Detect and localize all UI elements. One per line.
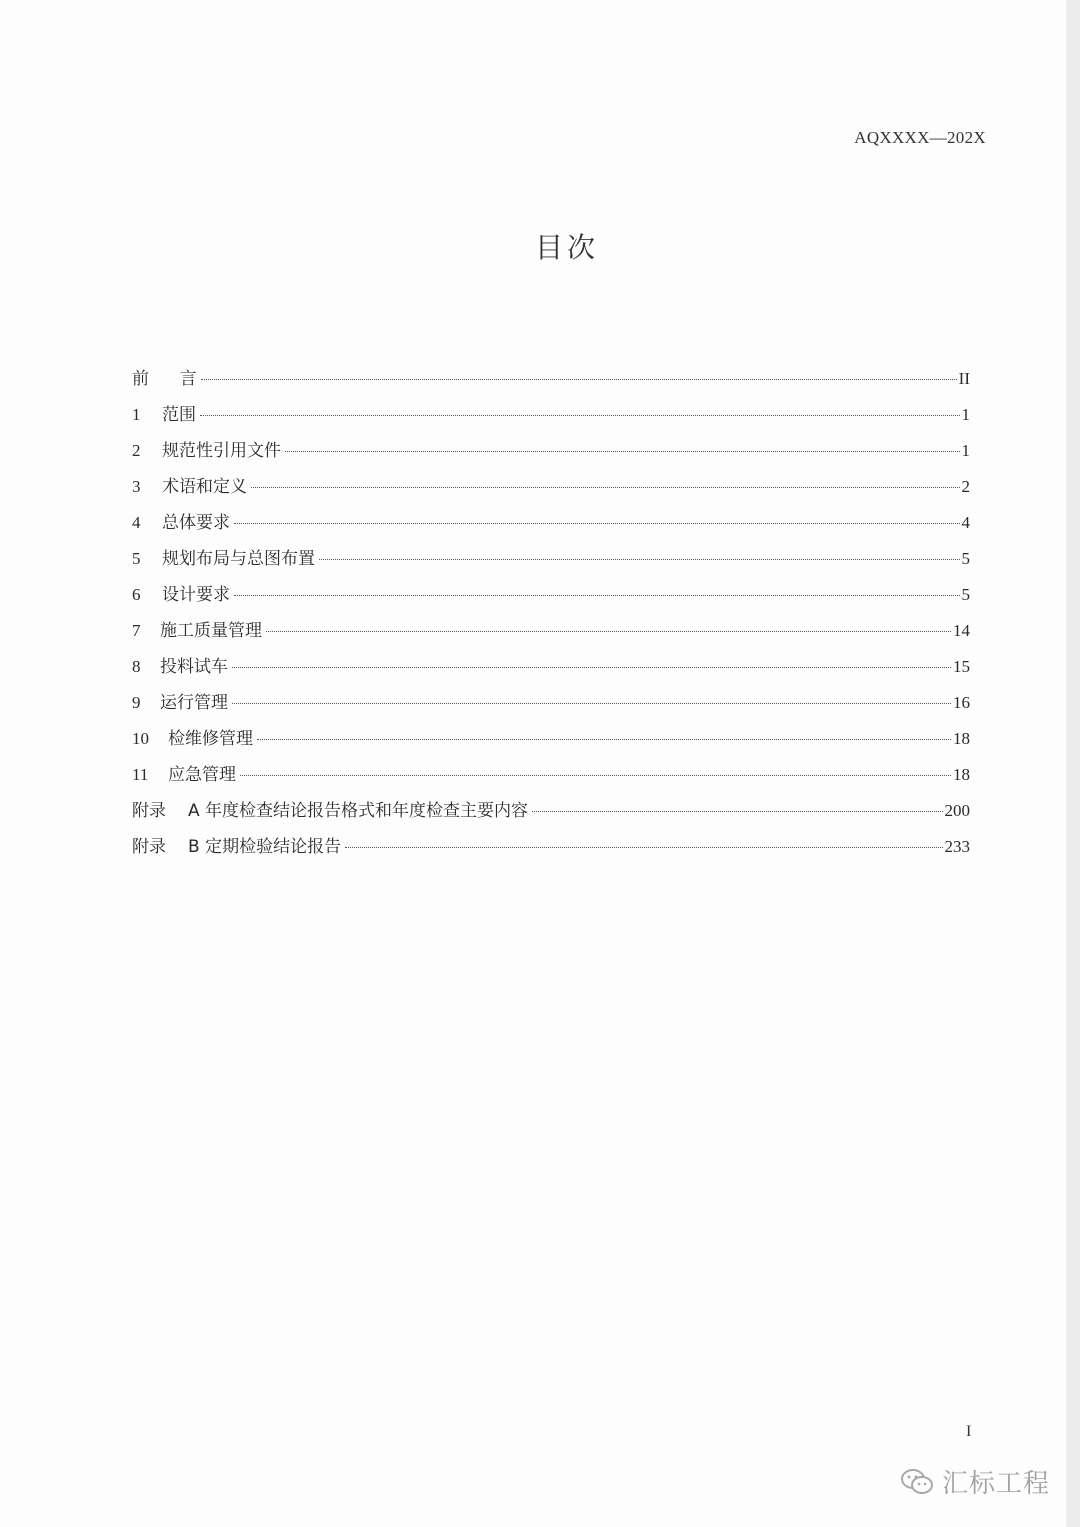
toc-entry-label: 运行管理 [160,693,228,713]
toc-leader-dots [345,846,942,848]
toc-leader-dots [532,810,942,812]
toc-leader-dots [232,666,951,668]
toc-entry-11[interactable] [132,760,970,796]
toc-entry-label: 规范性引用文件 [162,441,281,461]
toc-entry-label: 设计要求 [162,585,230,605]
toc-entry-number: 前 [132,369,149,388]
toc-entry-1[interactable] [132,400,970,436]
toc-entry-8[interactable] [132,652,970,688]
toc-leader-dots [257,738,951,740]
toc-entry-number: 2 [132,441,141,460]
toc-entry-label: 检维修管理 [168,729,253,749]
page-number: I [966,1423,972,1440]
page-edge [1066,0,1080,1527]
toc-entry-page: 4 [961,513,970,532]
toc-entry-page: 18 [953,765,970,784]
document-code: AQXXXX—202X [854,128,986,147]
toc-entry-page: 14 [953,621,970,640]
toc-entry-page: 15 [953,657,970,676]
wechat-icon [900,1467,934,1497]
toc-entry-number: 7 [132,621,141,640]
toc-entry-number: 10 [132,729,149,748]
toc-entry-page: 1 [961,441,970,460]
toc-entry-page: 18 [953,729,970,748]
toc-entry-page: 16 [953,693,970,712]
toc-entry-page: 233 [944,837,970,856]
toc-leader-dots [285,450,960,452]
toc-entry-label: 总体要求 [162,513,230,533]
toc-entry-10[interactable] [132,724,970,760]
toc-entry-number: 8 [132,657,141,676]
toc-entry-appendix-b[interactable] [132,832,970,868]
toc-entry-number: 5 [132,549,141,568]
toc-leader-dots [200,414,960,416]
toc-entry-number: 3 [132,477,141,496]
toc-leader-dots [251,486,960,488]
toc-entry-number: 附录 [132,801,166,821]
toc-entry-page: 5 [961,549,970,568]
toc-leader-dots [319,558,960,560]
toc-entry-label: 规划布局与总图布置 [162,549,315,569]
table-of-contents [132,364,970,868]
toc-entry-appendix-a[interactable] [132,796,970,832]
toc-entry-9[interactable] [132,688,970,724]
toc-entry-page: 1 [961,405,970,424]
toc-entry-2[interactable] [132,436,970,472]
toc-entry-7[interactable] [132,616,970,652]
toc-entry-number: 11 [132,765,149,784]
toc-entry-label: A 年度检查结论报告格式和年度检查主要内容 [188,801,529,821]
toc-entry-label: B 定期检验结论报告 [188,837,342,857]
toc-entry-label: 应急管理 [168,765,236,785]
toc-entry-number: 附录 [132,837,166,857]
toc-entry-page: 200 [944,801,970,820]
toc-leader-dots [201,378,957,380]
toc-leader-dots [240,774,951,776]
toc-entry-page: 2 [961,477,970,496]
toc-entry-page: II [958,369,970,388]
toc-entry-number: 4 [132,513,141,532]
toc-entry-6[interactable] [132,580,970,616]
toc-leader-dots [234,522,960,524]
toc-entry-preface[interactable] [132,364,970,400]
toc-entry-3[interactable] [132,472,970,508]
toc-entry-number: 9 [132,693,141,712]
toc-entry-label: 范围 [162,405,196,425]
toc-entry-page: 5 [961,585,970,604]
toc-entry-number: 6 [132,585,141,604]
toc-leader-dots [234,594,960,596]
page-title: 目次 [534,231,599,264]
watermark-text: 汇标工程 [942,1469,1051,1499]
toc-entry-5[interactable] [132,544,970,580]
toc-entry-4[interactable] [132,508,970,544]
toc-entry-label: 言 [158,369,197,389]
toc-entry-number: 1 [132,405,141,424]
toc-leader-dots [266,630,951,632]
toc-entry-label: 施工质量管理 [160,621,262,641]
toc-entry-label: 投料试车 [160,657,228,677]
watermark [900,1463,1050,1500]
toc-entry-label: 术语和定义 [162,477,247,497]
toc-leader-dots [232,702,951,704]
